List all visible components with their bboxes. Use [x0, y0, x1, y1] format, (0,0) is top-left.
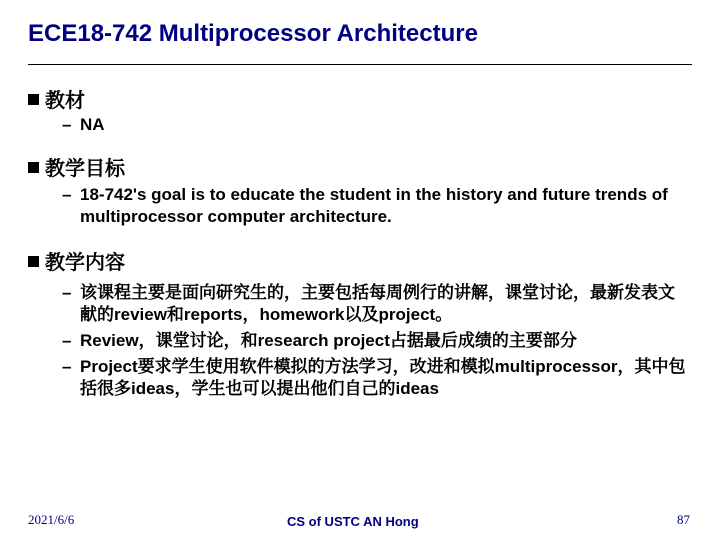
- list-item-text: NA: [80, 115, 105, 134]
- list-item: [62, 282, 687, 326]
- page-number: 87: [677, 512, 690, 527]
- section-heading-label: 教学目标: [45, 158, 125, 180]
- title-divider: [28, 64, 692, 65]
- slide-title: ECE18-742 Multiprocessor Architecture: [28, 20, 478, 47]
- section-heading-label: 教材: [45, 90, 85, 112]
- square-bullet-icon: [28, 256, 39, 267]
- section-heading-label: 教学内容: [45, 252, 125, 274]
- list-item: [62, 184, 687, 228]
- square-bullet-icon: [28, 162, 39, 173]
- section-heading-textbook: [28, 84, 85, 113]
- section-heading-content: [28, 246, 125, 275]
- footer-credit: CS of USTC AN Hong: [287, 514, 419, 529]
- list-item: [62, 330, 687, 352]
- dash-bullet-icon: –: [62, 283, 72, 302]
- list-item-text: 18-742's goal is to educate the student in the history and future trends of multiprocessor computer architecture.: [80, 185, 668, 226]
- dash-bullet-icon: –: [62, 115, 72, 134]
- list-item: [62, 114, 662, 136]
- section-heading-goals: [28, 152, 125, 181]
- list-item: [62, 356, 687, 400]
- footer-date: 2021/6/6: [28, 512, 75, 527]
- square-bullet-icon: [28, 94, 39, 105]
- dash-bullet-icon: –: [62, 185, 72, 204]
- dash-bullet-icon: –: [62, 331, 72, 350]
- dash-bullet-icon: –: [62, 357, 72, 376]
- list-item-text: 该课程主要是面向研究生的，主要包括每周例行的讲解，课堂讨论，最新发表文献的review和reports，homework以及project。: [80, 283, 675, 324]
- list-item-text: Review，课堂讨论，和research project占据最后成绩的主要部分: [80, 331, 577, 350]
- list-item-text: Project要求学生使用软件模拟的方法学习，改进和模拟multiprocessor，其中包括很多ideas，学生也可以提出他们自己的ideas: [80, 357, 686, 398]
